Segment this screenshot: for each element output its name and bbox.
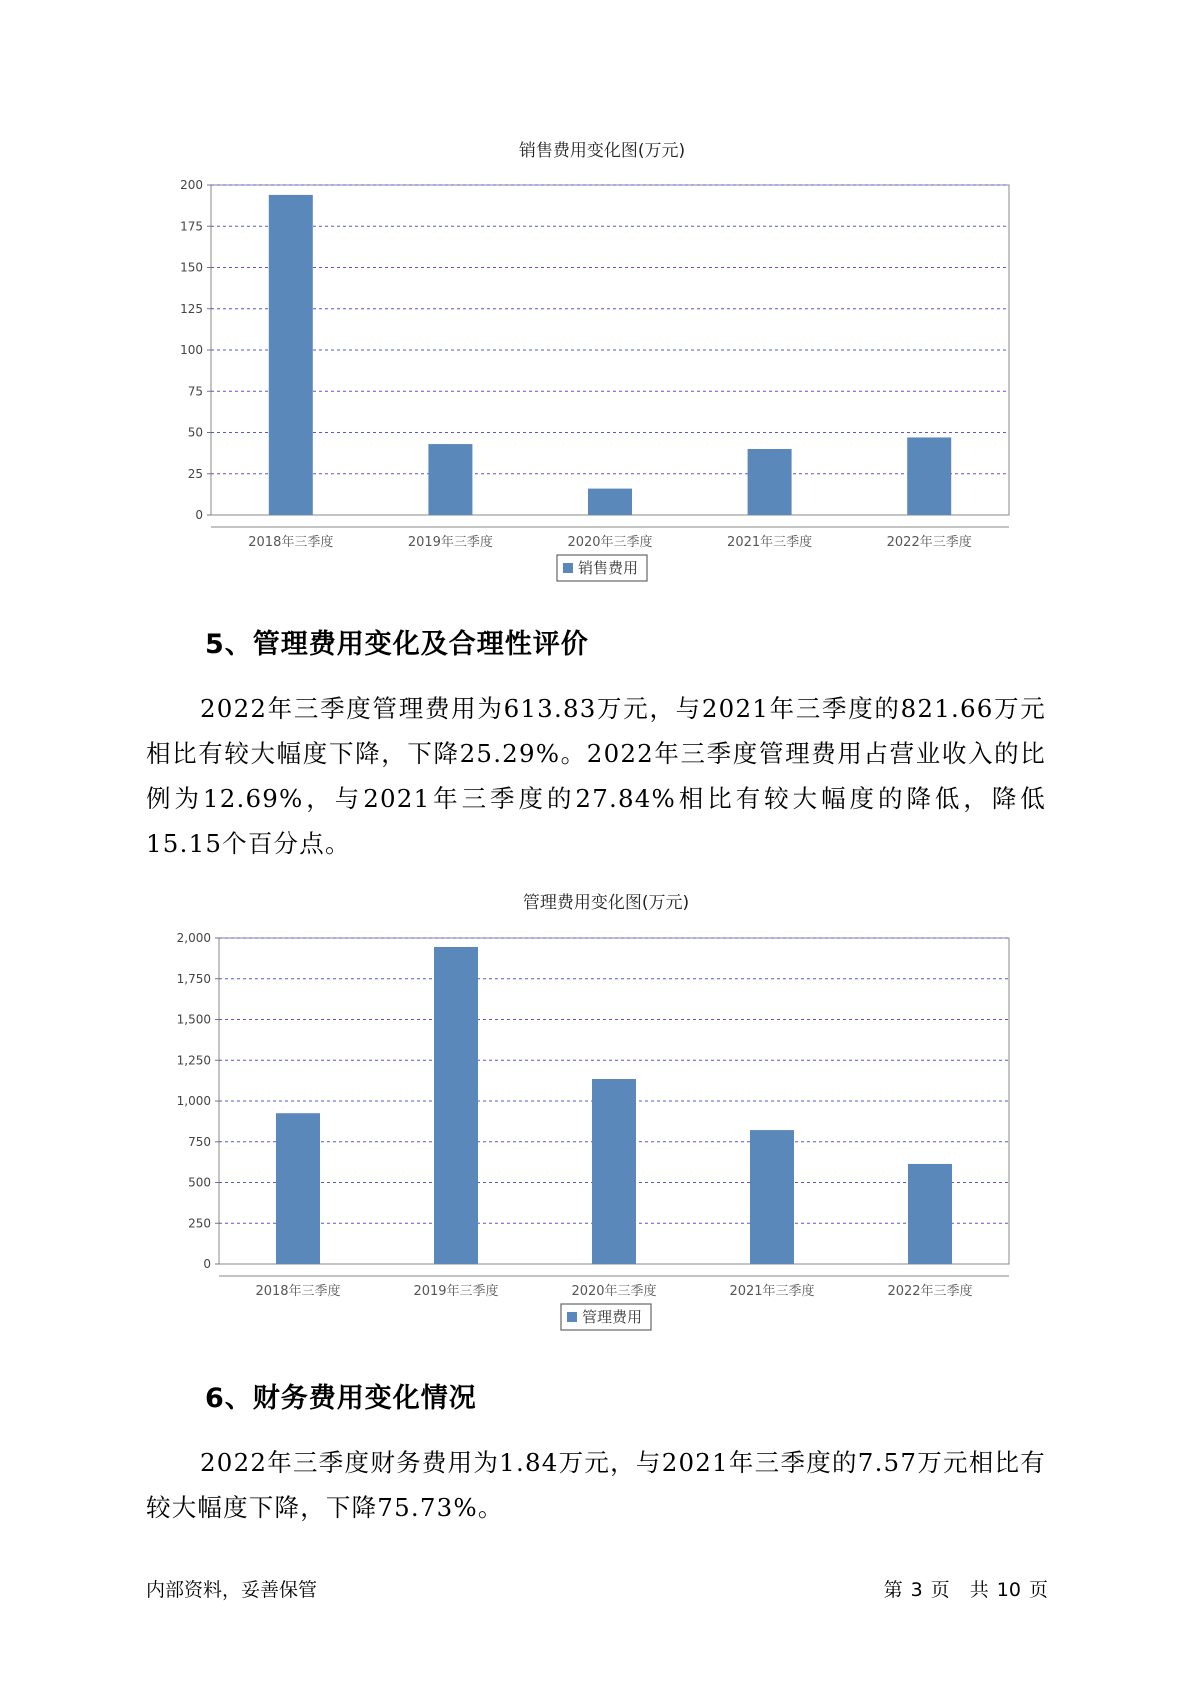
footer-confidential-note: 内部资料，妥善保管 xyxy=(146,1579,318,1601)
x-tick-label: 2018年三季度 xyxy=(255,1284,341,1299)
chart-title: 管理费用变化图(万元) xyxy=(522,893,690,913)
x-tick-label: 2021年三季度 xyxy=(727,535,813,550)
y-tick-label: 1,250 xyxy=(176,1053,211,1068)
bar xyxy=(269,195,313,515)
footer-page-label-a: 第 xyxy=(883,1579,903,1601)
footer-total-label-b: 页 xyxy=(1028,1579,1048,1601)
bar xyxy=(907,437,951,515)
x-tick-label: 2021年三季度 xyxy=(729,1284,815,1299)
x-tick-label: 2022年三季度 xyxy=(887,1284,973,1299)
footer-page-label-b: 页 xyxy=(930,1579,950,1601)
chart-legend xyxy=(561,1304,651,1330)
section5-paragraph: 2022年三季度管理费用为613.83万元，与2021年三季度的821.66万元相比有较大幅度下降，下降25.29%。2022年三季度管理费用占营业收入的比例为12.69%，与2021年三季度的27.84%相比有较大幅度的降低，降低15.15个百分点。 xyxy=(146,694,1046,858)
y-tick-label: 0 xyxy=(203,1257,211,1271)
y-tick-label: 25 xyxy=(187,466,203,481)
sales-expense-chart xyxy=(0,120,1191,600)
x-tick-label: 2019年三季度 xyxy=(413,1284,499,1299)
bar xyxy=(276,1113,320,1264)
sales-expense-chart-svg xyxy=(0,120,1191,600)
y-tick-label: 500 xyxy=(188,1175,211,1190)
footer-page-number: 3 xyxy=(910,1579,923,1601)
x-tick-label: 2018年三季度 xyxy=(248,535,334,550)
y-tick-label: 0 xyxy=(195,508,203,522)
chart-title: 销售费用变化图(万元) xyxy=(518,141,686,161)
bar xyxy=(748,449,792,515)
footer-total-label-a: 共 xyxy=(969,1579,989,1601)
admin-expense-chart-svg xyxy=(0,872,1191,1352)
legend-swatch xyxy=(563,563,573,573)
footer-total-number: 10 xyxy=(996,1579,1021,1601)
bar xyxy=(428,444,472,515)
x-tick-label: 2022年三季度 xyxy=(886,535,972,550)
y-tick-label: 50 xyxy=(187,425,203,440)
bar xyxy=(592,1079,636,1264)
y-tick-label: 150 xyxy=(180,260,203,275)
section5-heading: 5、管理费用变化及合理性评价 xyxy=(205,629,589,660)
bar xyxy=(908,1164,952,1264)
legend-swatch xyxy=(567,1312,577,1322)
x-tick-label: 2019年三季度 xyxy=(407,535,493,550)
y-tick-label: 1,750 xyxy=(176,971,211,986)
y-tick-label: 175 xyxy=(180,219,203,234)
bar xyxy=(588,489,632,515)
bar xyxy=(434,947,478,1264)
section6-paragraph: 2022年三季度财务费用为1.84万元，与2021年三季度的7.57万元相比有较大幅度下降，下降75.73%。 xyxy=(146,1448,1046,1522)
footer-page-info xyxy=(880,1575,1052,1602)
bar xyxy=(750,1130,794,1264)
section6-heading: 6、财务费用变化情况 xyxy=(205,1383,477,1414)
x-tick-label: 2020年三季度 xyxy=(571,1284,657,1299)
admin-expense-chart xyxy=(0,872,1191,1352)
y-tick-label: 200 xyxy=(180,178,203,192)
y-tick-label: 750 xyxy=(188,1134,211,1149)
y-tick-label: 250 xyxy=(188,1216,211,1231)
legend-label: 管理费用 xyxy=(581,1308,643,1326)
y-tick-label: 75 xyxy=(187,384,203,399)
y-tick-label: 2,000 xyxy=(176,931,211,945)
y-tick-label: 1,000 xyxy=(176,1094,211,1108)
y-tick-label: 125 xyxy=(180,301,203,316)
chart-legend xyxy=(557,555,647,581)
legend-label: 销售费用 xyxy=(577,559,639,577)
y-tick-label: 1,500 xyxy=(176,1012,211,1027)
y-tick-label: 100 xyxy=(180,343,203,357)
x-tick-label: 2020年三季度 xyxy=(567,535,653,550)
